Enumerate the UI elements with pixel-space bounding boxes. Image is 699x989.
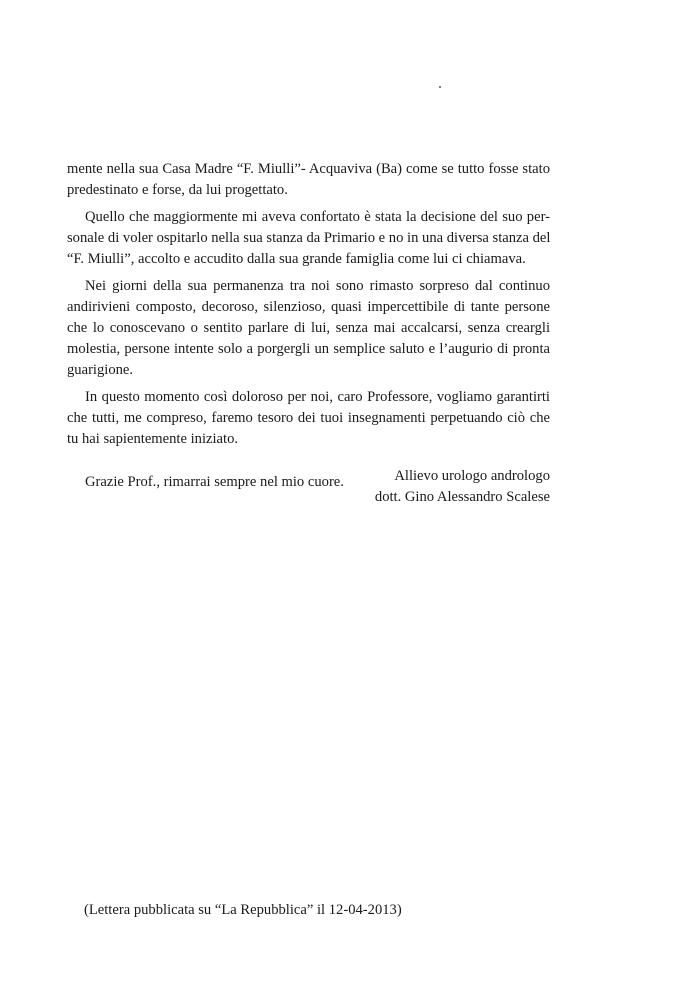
text-line: sonale di voler ospitarlo nella sua stanza da Primario e no in una diversa stanza del [67,230,551,246]
text-line: molestia, persone intente solo a porgergli un semplice saluto e l’augurio di pronta [67,341,550,357]
closing-line: Grazie Prof., rimarrai sempre nel mio cuore. [85,474,344,490]
text-line: Nei giorni della sua permanenza tra noi sono rimasto sorpreso dal continuo [85,278,550,294]
signature-name: dott. Gino Alessandro Scalese [374,489,550,505]
text-line: andirivieni composto, decoroso, silenzioso, quasi impercettibile di tante persone [67,299,550,315]
publication-note: (Lettera pubblicata su “La Repubblica” il 12-04-2013) [84,902,402,918]
paragraph-1 [67,159,550,201]
paragraph-4 [67,387,550,450]
text-line: In questo momento così doloroso per noi, caro Professore, vogliamo garantirti [85,389,550,405]
paragraph-3 [67,276,550,381]
letter-body [67,159,550,493]
scan-speck [439,86,441,88]
text-line: che lo conoscevano o sentito parlare di lui, senza mai accalcarsi, senza creargli [67,320,550,336]
signature-role: Allievo urologo andrologo [394,468,550,484]
text-line: predestinato e forse, da lui progettato. [67,182,288,198]
text-line: “F. Miulli”, accolto e accudito dalla sua grande famiglia come lui ci chiamava. [67,251,526,267]
text-line: Quello che maggiormente mi aveva confortato è stata la decisione del suo per- [85,209,550,225]
signature-block [375,466,550,508]
text-line: che tutti, me compreso, faremo tesoro dei tuoi insegnamenti perpetuando ciò che [67,410,550,426]
text-line: mente nella sua Casa Madre “F. Miulli”- Acquaviva (Ba) come se tutto fosse stato [67,161,550,177]
text-line: tu hai sapientemente iniziato. [67,431,239,447]
text-line: guarigione. [67,362,134,378]
paragraph-2 [67,207,550,270]
